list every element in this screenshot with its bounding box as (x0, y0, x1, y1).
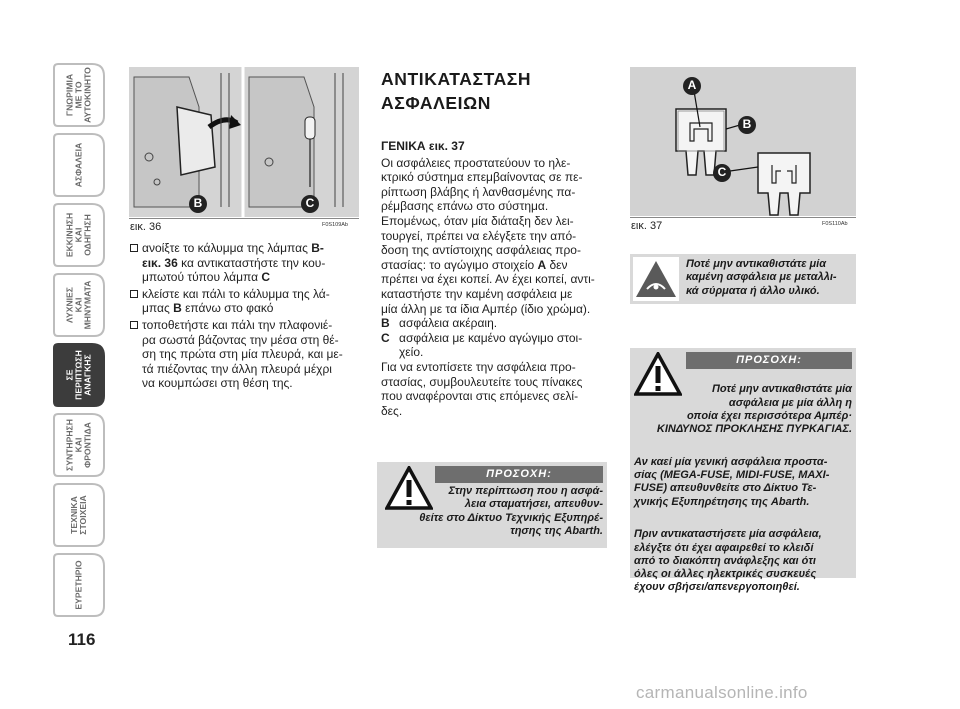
label-c: C (717, 165, 727, 179)
list-item: κλείστε και πάλι το κάλυμμα της λά- μπας B επάνω στο φακό (130, 287, 360, 316)
tab-emergency[interactable] (52, 342, 106, 408)
paragraph: Οι ασφάλειες προστατεύουν το ηλε- κτρικό σύστημα επεμβαίνοντας σε πε- ρίπτωση βλάβης ή λανθασμένης πα- ρέμβασης επάνω στο σύστημα. (381, 155, 583, 214)
figure-caption: εικ. 37 (631, 220, 663, 232)
caption-rule (630, 217, 856, 218)
warning-box (377, 462, 607, 548)
note-text: Ποτέ μην αντικαθιστάτε μία καμένη ασφάλεια με μεταλλι- κά σύρματα ή άλλο υλικό. (686, 258, 837, 297)
paragraph: Για να εντοπίσετε την ασφάλεια προ- στασίας, συμβουλευτείτε τους πίνακες που αναφέρονται στις επόμενες σελί- δες. (381, 359, 583, 418)
caption-rule (129, 218, 359, 219)
tab-label: ΤΕΧΝΙΚΑ ΣΤΟΙΧΕΙΑ (69, 495, 88, 535)
warning-box (630, 348, 856, 594)
list-item: ανοίξτε το κάλυμμα της λάμπας B- εικ. 36 κα αντικαταστήστε την κου- μπωτού τύπου λάμπα C (130, 241, 360, 285)
list-item: τοποθετήστε και πάλι την πλαφονιέ- ρα σωστά βάζοντας την μέσα στη θέ- ση της πρώτα στη μία πλευρά, και με- τά πιέζοντας την άλλη πλευρά μέχρι να κουμπώσει στη θέση της. (130, 318, 360, 391)
tab-technical-data[interactable] (52, 482, 106, 548)
definition-b: B ασφάλεια ακέραιη. (381, 316, 498, 331)
left-column (130, 241, 360, 393)
fuse-illustration (630, 67, 856, 216)
checkbox-glyph (130, 290, 138, 298)
figure-37 (630, 67, 856, 216)
middle-column (381, 139, 611, 418)
tab-label: ΓΝΩΡΙΜΙΑ ΜΕ ΤΟ ΑΥΤΟΚΙΝΗΤΟ (64, 67, 93, 123)
tab-maintenance[interactable] (52, 412, 106, 478)
definition-c: C ασφάλεια με καμένο αγώγιμο στοι- χείο. (381, 330, 583, 360)
tab-label: ΕΥΡΕΤΗΡΙΟ (73, 560, 84, 610)
tab-label: ΛΥΧΝΙΕΣ ΚΑΙ ΜΗΝΥΜΑΤΑ (64, 280, 93, 330)
note-box (630, 254, 856, 304)
warning-band: ΠΡΟΣΟΧΗ: (435, 466, 603, 483)
tab-label: ΣΕ ΠΕΡΙΠΤΩΣΗ ΑΝΑΓΚΗΣ (64, 350, 93, 400)
warning-text: Ποτέ μην αντικαθιστάτε μία ασφάλεια με μία άλλη η οποία έχει περισσότερα Αμπέρ· ΚΙΝΔΥΝΟΣ ΠΡΟΚΛΗΣΗΣ ΠΥΡΚΑΓΙΑΣ. Αν καεί μία γενική ασφάλεια προστα- σίας (MEGA-FUSE, MIDI-FUSE, MAXI- FUSE) απευθυνθείτε στο Δίκτυο Τε- χνικής Εξυπηρέτησης της Abarth. Πριν αντικαταστήσετε μία ασφάλεια, ελέγξτε ότι έχει αφαιρεθεί το κλειδί από το διακόπτη ανάφλεξης και ότι όλες οι άλλες ηλεκτρικές συσκευές έχουν σβήσει/απενεργοποιηθεί. (634, 383, 852, 594)
section-heading: ΑΝΤΙΚΑΤΑΣΤΑΣΗ ΑΣΦΑΛΕΙΩΝ (381, 69, 532, 113)
label-b: B (193, 196, 203, 210)
subsection-heading: ΓΕΝΙΚΑ εικ. 37 (381, 139, 465, 153)
tab-index[interactable] (52, 552, 106, 618)
environment-icon (633, 257, 679, 301)
tab-safety[interactable] (52, 132, 106, 198)
tab-label: ΑΣΦΑΛΕΙΑ (73, 142, 84, 188)
watermark: carmanualsonline.info (636, 683, 808, 702)
warning-band: ΠΡΟΣΟΧΗ: (686, 352, 852, 369)
tab-label: ΕΚΚΙΝΗΣΗ ΚΑΙ ΟΔΗΓΗΣΗ (64, 212, 93, 258)
figure-code: F0S110Ab (822, 221, 848, 227)
tab-label: ΣΥΝΤΗΡΗΣΗ ΚΑΙ ΦΡΟΝΤΙΔΑ (64, 419, 93, 471)
lamp-illustration (129, 67, 359, 217)
warning-text: Στην περίπτωση που η ασφά- λεια σταματήσει, απευθυν- θείτε στο Δίκτυο Τεχνικής Εξυπηρέ- τησης της Abarth. (419, 485, 603, 537)
tab-getting-to-know[interactable] (52, 62, 106, 128)
paragraph: Επομένως, όταν μία διάταξη δεν λει- τουργεί, πρέπει να ελέγξετε την από- δοση της αντίστοιχης ασφάλειας προ- στασίας: το αγώγιμο στοιχείο A δεν πρέπει να έχει κοπεί. Αν έχει κοπεί, αντι- καταστήστε την καμένη ασφάλεια με μία άλλη με τα ίδια Αμπέρ (ίδιο χρώμα). (381, 213, 595, 316)
label-a: A (687, 78, 697, 92)
tab-warning-lights[interactable] (52, 272, 106, 338)
tab-starting-driving[interactable] (52, 202, 106, 268)
figure-code: F0S109Ab (322, 222, 348, 228)
page-number: 116 (68, 630, 96, 649)
figure-36 (129, 67, 359, 217)
label-b: B (742, 117, 752, 131)
checkbox-glyph (130, 321, 138, 329)
figure-caption: εικ. 36 (130, 221, 162, 233)
label-c: C (305, 196, 315, 210)
checkbox-glyph (130, 244, 138, 252)
